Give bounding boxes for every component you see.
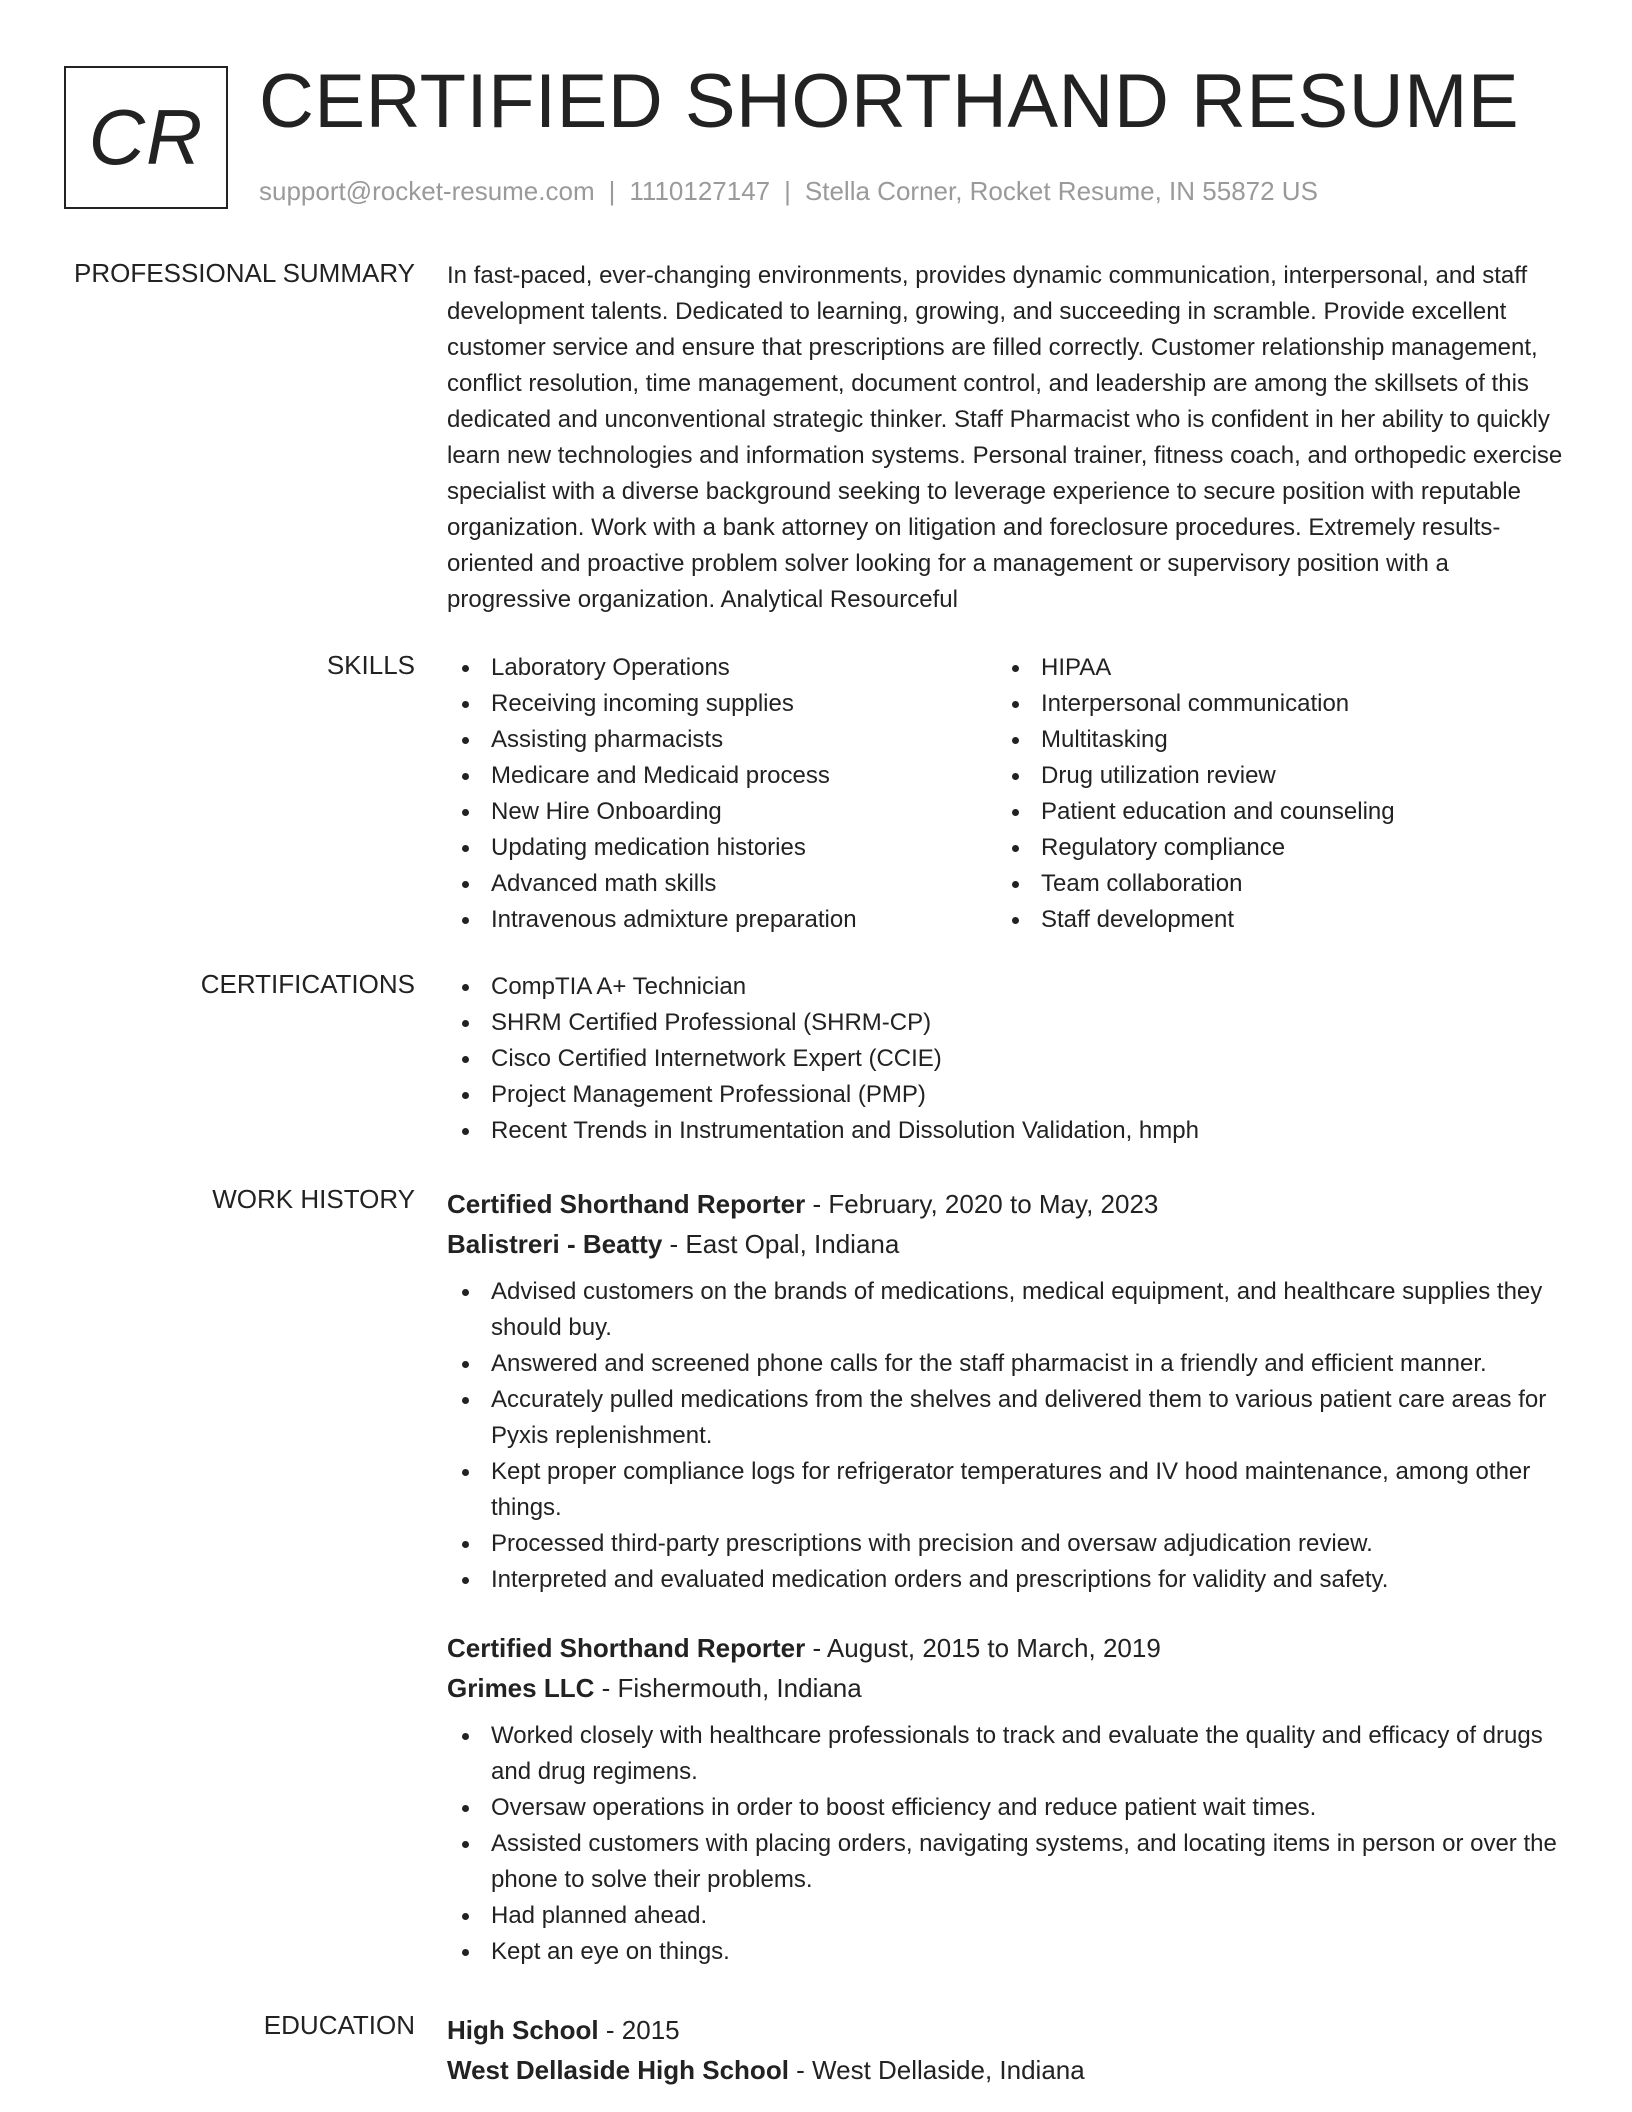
education-school: West Dellaside High School	[447, 2055, 789, 2085]
job-title-line	[447, 1628, 1572, 1668]
job-dates: - August, 2015 to March, 2019	[805, 1633, 1161, 1663]
list-item: Recent Trends in Instrumentation and Dissolution Validation, hmph	[447, 1113, 1572, 1149]
certifications-list	[447, 969, 1572, 1149]
skills-label: SKILLS	[326, 650, 415, 680]
job-title-line	[447, 1184, 1572, 1224]
job-company: Balistreri - Beatty	[447, 1229, 663, 1259]
resume-title: CERTIFIED SHORTHAND RESUME	[259, 59, 1520, 144]
list-item: Processed third-party prescriptions with precision and oversaw adjudication review.	[447, 1526, 1572, 1562]
list-item: Regulatory compliance	[997, 830, 1547, 866]
list-item: Cisco Certified Internetwork Expert (CCIE)	[447, 1041, 1572, 1077]
list-item: Drug utilization review	[997, 758, 1547, 794]
contact-address: Stella Corner, Rocket Resume, IN 55872 US	[804, 176, 1318, 206]
list-item: Receiving incoming supplies	[447, 686, 997, 722]
contact-separator: |	[608, 176, 616, 206]
skills-list-right	[997, 650, 1547, 938]
job-title: Certified Shorthand Reporter	[447, 1189, 806, 1219]
job-company-line	[447, 1224, 1572, 1264]
list-item: Kept an eye on things.	[447, 1934, 1572, 1970]
job-title: Certified Shorthand Reporter	[447, 1633, 806, 1663]
list-item: Medicare and Medicaid process	[447, 758, 997, 794]
job-entry	[447, 1628, 1572, 1970]
list-item: SHRM Certified Professional (SHRM-CP)	[447, 1005, 1572, 1041]
contact-line	[259, 176, 1318, 207]
education-school-line	[447, 2050, 1572, 2090]
education-label: EDUCATION	[263, 2010, 415, 2040]
list-item: Had planned ahead.	[447, 1898, 1572, 1934]
list-item: Project Management Professional (PMP)	[447, 1077, 1572, 1113]
job-company: Grimes LLC	[447, 1673, 595, 1703]
job-dates: - February, 2020 to May, 2023	[805, 1189, 1159, 1219]
job-duties-list	[447, 1274, 1572, 1598]
list-item: HIPAA	[997, 650, 1547, 686]
list-item: Intravenous admixture preparation	[447, 902, 997, 938]
education-body	[447, 2010, 1572, 2100]
monogram-initials: CR	[88, 93, 204, 181]
job-location: - Fishermouth, Indiana	[594, 1673, 862, 1703]
certifications-body	[447, 969, 1572, 1149]
education-degree: High School	[447, 2015, 599, 2045]
list-item: Staff development	[997, 902, 1547, 938]
list-item: Accurately pulled medications from the shelves and delivered them to various patient care areas for Pyxis replenishment.	[447, 1382, 1572, 1454]
job-company-line	[447, 1668, 1572, 1708]
list-item: New Hire Onboarding	[447, 794, 997, 830]
list-item: Interpreted and evaluated medication orders and prescriptions for validity and safety.	[447, 1562, 1572, 1598]
list-item: Interpersonal communication	[997, 686, 1547, 722]
list-item: Updating medication histories	[447, 830, 997, 866]
job-duties-list	[447, 1718, 1572, 1970]
list-item: Assisting pharmacists	[447, 722, 997, 758]
monogram-box	[64, 66, 228, 209]
list-item: Multitasking	[997, 722, 1547, 758]
work-jobs	[447, 1184, 1572, 2000]
list-item: Oversaw operations in order to boost efficiency and reduce patient wait times.	[447, 1790, 1572, 1826]
certifications-label: CERTIFICATIONS	[200, 969, 415, 999]
list-item: Laboratory Operations	[447, 650, 997, 686]
list-item: Worked closely with healthcare professionals to track and evaluate the quality and efficacy of drugs and drug regimens.	[447, 1718, 1572, 1790]
list-item: Team collaboration	[997, 866, 1547, 902]
job-entry	[447, 1184, 1572, 1598]
skills-grid	[447, 650, 1572, 938]
list-item: Answered and screened phone calls for the staff pharmacist in a friendly and efficient manner.	[447, 1346, 1572, 1382]
list-item: Assisted customers with placing orders, navigating systems, and locating items in person or over the phone to solve their problems.	[447, 1826, 1572, 1898]
list-item: CompTIA A+ Technician	[447, 969, 1572, 1005]
education-degree-line	[447, 2010, 1572, 2050]
contact-phone: 1110127147	[629, 176, 771, 206]
contact-email: support@rocket-resume.com	[259, 176, 595, 206]
list-item: Advanced math skills	[447, 866, 997, 902]
contact-separator: |	[784, 176, 791, 206]
list-item: Advised customers on the brands of medications, medical equipment, and healthcare supplies they should buy.	[447, 1274, 1572, 1346]
work-label: WORK HISTORY	[212, 1184, 415, 1214]
education-location: - West Dellaside, Indiana	[788, 2055, 1085, 2085]
skills-list-left	[447, 650, 997, 938]
summary-label: PROFESSIONAL SUMMARY	[74, 258, 415, 288]
summary-text: In fast-paced, ever-changing environments, provides dynamic communication, interpersonal, and staff development talents. Dedicated to learning, growing, and succeeding in scramble. Provide excellent customer service and ensure that prescriptions are filled correctly. Customer relationship management, conflict resolution, time management, document control, and leadership are among the skillsets of this dedicated and unconventional strategic thinker. Staff Pharmacist who is confident in her ability to quickly learn new technologies and information systems. Personal trainer, fitness coach, and orthopedic exercise specialist with a diverse background seeking to leverage experience to secure position with reputable organization. Work with a bank attorney on litigation and foreclosure procedures. Extremely results-oriented and proactive problem solver looking for a management or supervisory position with a progressive organization. Analytical Resourceful	[447, 262, 1563, 613]
list-item: Patient education and counseling	[997, 794, 1547, 830]
education-year: - 2015	[598, 2015, 680, 2045]
list-item: Kept proper compliance logs for refrigerator temperatures and IV hood maintenance, among other things.	[447, 1454, 1572, 1526]
job-location: - East Opal, Indiana	[662, 1229, 900, 1259]
